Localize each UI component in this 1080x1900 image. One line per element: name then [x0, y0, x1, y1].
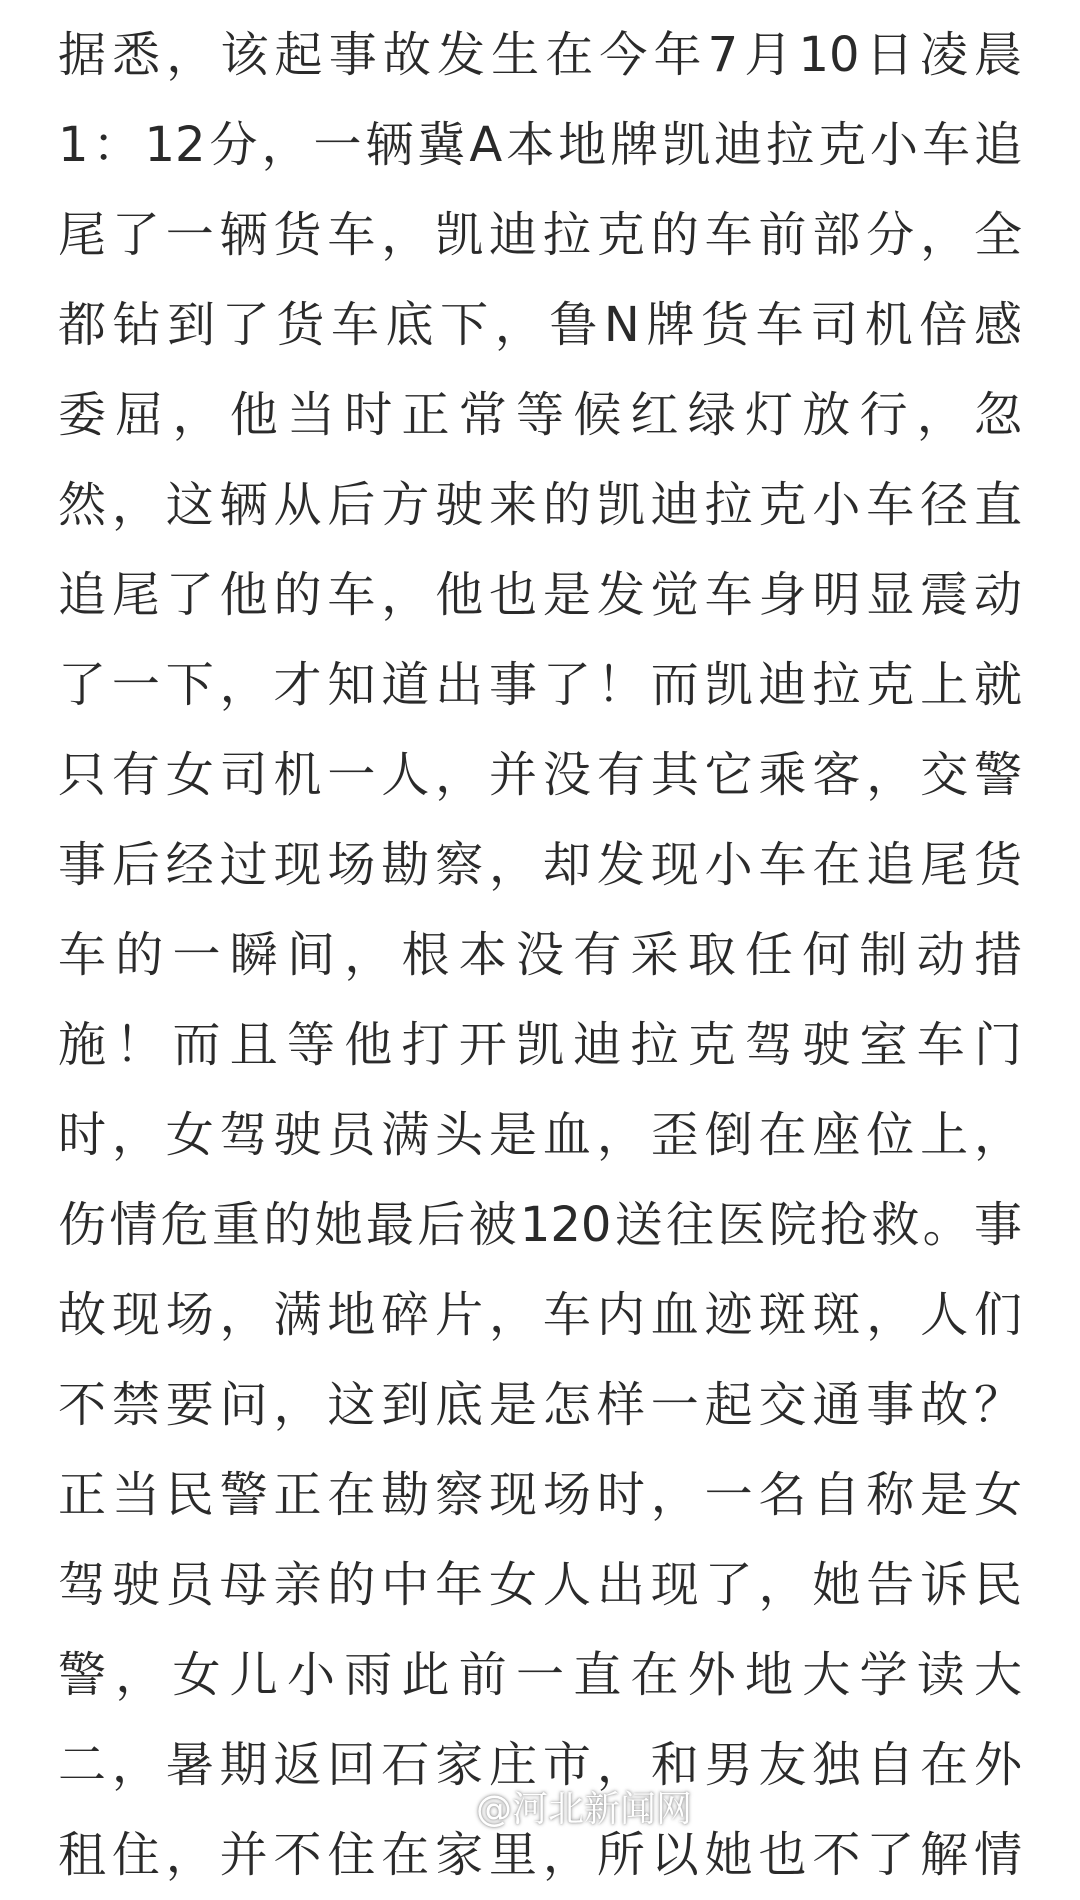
source-watermark	[430, 1786, 693, 1830]
weibo-icon	[430, 1789, 470, 1823]
article-line: 尾了一辆货车，凯迪拉克的车前部分，全	[58, 207, 1022, 263]
article-line: 然，这辆从后方驶来的凯迪拉克小车径直	[58, 477, 1022, 533]
article-line: 租住，并不住在家里，所以她也不了解情	[58, 1827, 1022, 1883]
article-line: 不禁要问，这到底是怎样一起交通事故？	[58, 1377, 1022, 1433]
article-line: 只有女司机一人，并没有其它乘客，交警	[58, 747, 1022, 803]
article-line: 委屈，他当时正常等候红绿灯放行，忽	[58, 387, 1022, 443]
watermark-text: @河北新闻网	[476, 1788, 693, 1830]
article-line: 追尾了他的车，他也是发觉车身明显震动	[58, 567, 1022, 623]
article-line: 故现场，满地碎片，车内血迹斑斑，人们	[58, 1287, 1022, 1343]
article-line: 都钻到了货车底下，鲁N牌货车司机倍感	[58, 297, 1022, 353]
article-line: 伤情危重的她最后被120送往医院抢救。事	[58, 1197, 1022, 1253]
article-line: 1：12分，一辆冀A本地牌凯迪拉克小车追	[58, 117, 1022, 173]
article-line: 了一下，才知道出事了！而凯迪拉克上就	[58, 657, 1022, 713]
article-body	[58, 10, 1022, 1900]
article-line: 驾驶员母亲的中年女人出现了，她告诉民	[58, 1557, 1022, 1613]
article-line: 时，女驾驶员满头是血，歪倒在座位上，	[58, 1107, 1022, 1163]
article-line: 正当民警正在勘察现场时，一名自称是女	[58, 1467, 1022, 1523]
article-line: 施！而且等他打开凯迪拉克驾驶室车门	[58, 1017, 1022, 1073]
article-line: 车的一瞬间，根本没有采取任何制动措	[58, 927, 1022, 983]
article-line: 事后经过现场勘察，却发现小车在追尾货	[58, 837, 1022, 893]
article-line: 二，暑期返回石家庄市，和男友独自在外	[58, 1737, 1022, 1793]
article-line: 警，女儿小雨此前一直在外地大学读大	[58, 1647, 1022, 1703]
article-line: 据悉，该起事故发生在今年7月10日凌晨	[58, 27, 1022, 83]
